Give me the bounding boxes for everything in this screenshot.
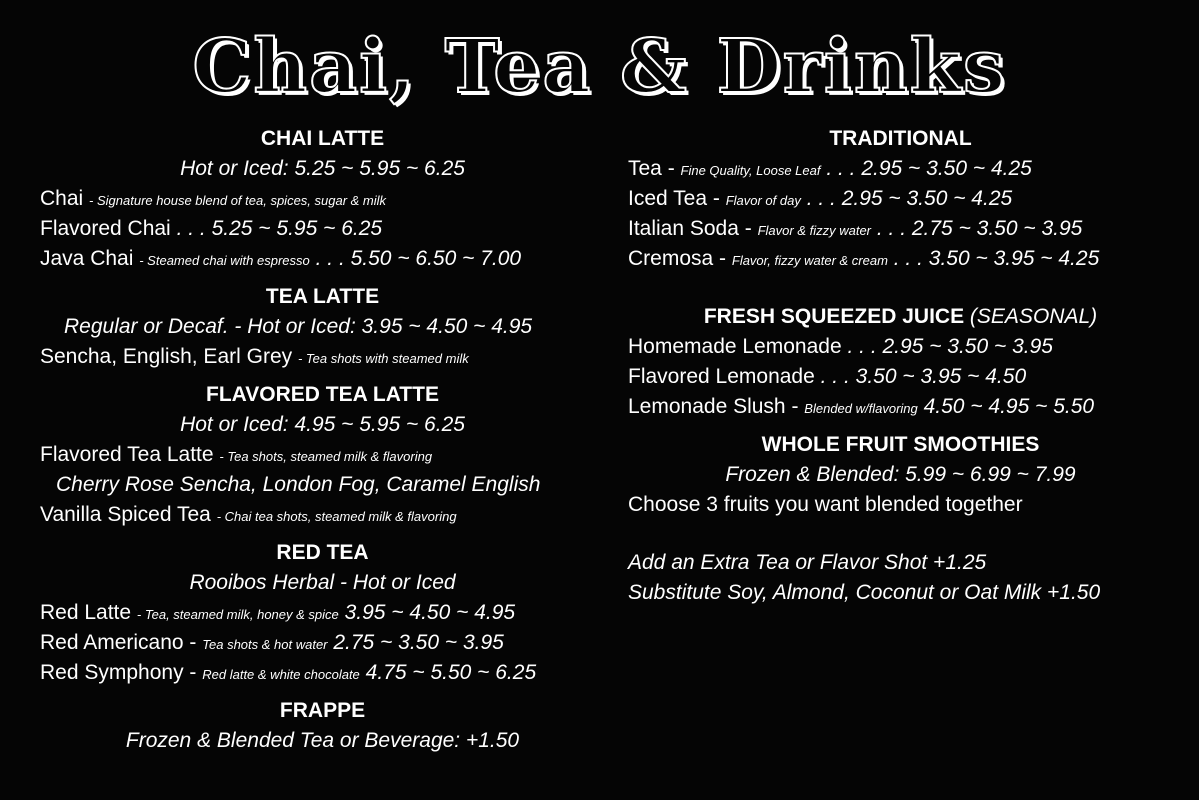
section-heading: CHAI LATTE bbox=[260, 127, 385, 150]
section-subtitle: Hot or Iced: 5.25 ~ 5.95 ~ 6.25 bbox=[180, 157, 465, 180]
item-price: . . . 2.75 ~ 3.50 ~ 3.95 bbox=[876, 217, 1083, 240]
item-name: Italian Soda - bbox=[628, 217, 752, 240]
item-name: Red Latte bbox=[40, 601, 132, 624]
item-price: . . . 5.25 ~ 5.95 ~ 6.25 bbox=[176, 217, 383, 240]
section-heading-text: FRESH SQUEEZED JUICE bbox=[703, 305, 965, 328]
menu-item bbox=[628, 214, 1173, 244]
item-name: Iced Tea - bbox=[628, 187, 720, 210]
seasonal-note: (SEASONAL) bbox=[969, 305, 1098, 328]
item-name: Lemonade Slush - bbox=[628, 395, 799, 418]
item-name: Red Americano - bbox=[40, 631, 197, 654]
item-description: - Steamed chai with espresso bbox=[139, 253, 310, 268]
right-column bbox=[628, 124, 1173, 608]
item-price: 2.75 ~ 3.50 ~ 3.95 bbox=[333, 631, 504, 654]
section-heading: WHOLE FRUIT SMOOTHIES bbox=[761, 433, 1040, 456]
item-description: Red latte & white chocolate bbox=[202, 667, 360, 682]
section-heading: FRAPPE bbox=[279, 699, 366, 722]
section-subtitle: Rooibos Herbal - Hot or Iced bbox=[189, 571, 456, 594]
item-name: Vanilla Spiced Tea bbox=[40, 503, 211, 526]
extra-option: Substitute Soy, Almond, Coconut or Oat Milk +1.50 bbox=[628, 581, 1101, 604]
section-chai-latte bbox=[40, 124, 605, 274]
menu-item bbox=[628, 332, 1173, 362]
extra-option: Add an Extra Tea or Flavor Shot +1.25 bbox=[628, 551, 987, 574]
section-flavored-tea-latte bbox=[40, 380, 605, 530]
item-name: Tea - bbox=[628, 157, 675, 180]
menu-item bbox=[40, 658, 605, 688]
item-name: Homemade Lemonade bbox=[628, 335, 842, 358]
item-price: . . . 2.95 ~ 3.50 ~ 3.95 bbox=[847, 335, 1053, 358]
section-heading: TRADITIONAL bbox=[829, 127, 972, 150]
varieties-list: Cherry Rose Sencha, London Fog, Caramel English bbox=[56, 473, 541, 496]
section-heading: RED TEA bbox=[276, 541, 369, 564]
item-description: - Chai tea shots, steamed milk & flavoring bbox=[216, 509, 457, 524]
menu-item bbox=[40, 440, 605, 470]
item-description: - Tea, steamed milk, honey & spice bbox=[136, 607, 339, 622]
item-description: Blended w/flavoring bbox=[804, 401, 918, 416]
section-traditional bbox=[628, 124, 1173, 274]
item-name: Java Chai bbox=[40, 247, 134, 270]
item-description: Flavor & fizzy water bbox=[757, 223, 872, 238]
menu-title: Chai, Tea & Drinks bbox=[192, 24, 1007, 110]
item-price: 3.95 ~ 4.50 ~ 4.95 bbox=[344, 601, 516, 624]
item-price: . . . 2.95 ~ 3.50 ~ 4.25 bbox=[806, 187, 1013, 210]
menu-item bbox=[628, 244, 1173, 274]
section-smoothies bbox=[628, 430, 1173, 520]
menu-item bbox=[40, 598, 605, 628]
section-fresh-juice bbox=[628, 302, 1173, 422]
section-extras bbox=[628, 548, 1173, 608]
item-price: 4.50 ~ 4.95 ~ 5.50 bbox=[923, 395, 1095, 418]
smoothie-note: Choose 3 fruits you want blended together bbox=[628, 493, 1023, 516]
menu-item bbox=[40, 342, 605, 372]
section-heading: TEA LATTE bbox=[265, 285, 380, 308]
section-subtitle: Frozen & Blended: 5.99 ~ 6.99 ~ 7.99 bbox=[725, 463, 1076, 486]
section-red-tea bbox=[40, 538, 605, 688]
section-subtitle: Hot or Iced: 4.95 ~ 5.95 ~ 6.25 bbox=[180, 413, 465, 436]
menu-item bbox=[40, 214, 605, 244]
item-description: - Signature house blend of tea, spices, sugar & milk bbox=[89, 193, 387, 208]
section-frappe bbox=[40, 696, 605, 756]
menu-item bbox=[628, 362, 1173, 392]
menu-item bbox=[628, 154, 1173, 184]
section-subtitle: Regular or Decaf. - Hot or Iced: 3.95 ~ 4.50 ~ 4.95 bbox=[64, 315, 533, 338]
section-subtitle: Frozen & Blended Tea or Beverage: +1.50 bbox=[125, 729, 520, 752]
menu-item bbox=[40, 244, 605, 274]
section-tea-latte bbox=[40, 282, 605, 372]
menu-item bbox=[628, 392, 1173, 422]
item-name: Flavored Tea Latte bbox=[40, 443, 214, 466]
item-price: . . . 3.50 ~ 3.95 ~ 4.50 bbox=[820, 365, 1027, 388]
section-heading bbox=[628, 302, 1173, 332]
menu-item bbox=[40, 500, 605, 530]
item-description: Fine Quality, Loose Leaf bbox=[680, 163, 821, 178]
section-heading: FLAVORED TEA LATTE bbox=[206, 383, 439, 406]
item-description: Flavor of day bbox=[725, 193, 801, 208]
item-name: Flavored Lemonade bbox=[628, 365, 815, 388]
menu-item bbox=[628, 184, 1173, 214]
menu-item bbox=[40, 628, 605, 658]
item-price: . . . 2.95 ~ 3.50 ~ 4.25 bbox=[826, 157, 1032, 180]
item-name: Sencha, English, Earl Grey bbox=[40, 345, 293, 368]
item-price: . . . 5.50 ~ 6.50 ~ 7.00 bbox=[315, 247, 522, 270]
item-description: - Tea shots with steamed milk bbox=[297, 351, 469, 366]
item-price: . . . 3.50 ~ 3.95 ~ 4.25 bbox=[893, 247, 1100, 270]
item-name: Cremosa - bbox=[628, 247, 727, 270]
left-column bbox=[40, 124, 605, 756]
item-name: Red Symphony - bbox=[40, 661, 197, 684]
item-name: Flavored Chai bbox=[40, 217, 171, 240]
item-description: Tea shots & hot water bbox=[202, 637, 328, 652]
item-description: - Tea shots, steamed milk & flavoring bbox=[219, 449, 433, 464]
item-description: Flavor, fizzy water & cream bbox=[731, 253, 888, 268]
menu-item bbox=[40, 184, 605, 214]
item-price: 4.75 ~ 5.50 ~ 6.25 bbox=[365, 661, 537, 684]
item-name: Chai bbox=[40, 187, 84, 210]
